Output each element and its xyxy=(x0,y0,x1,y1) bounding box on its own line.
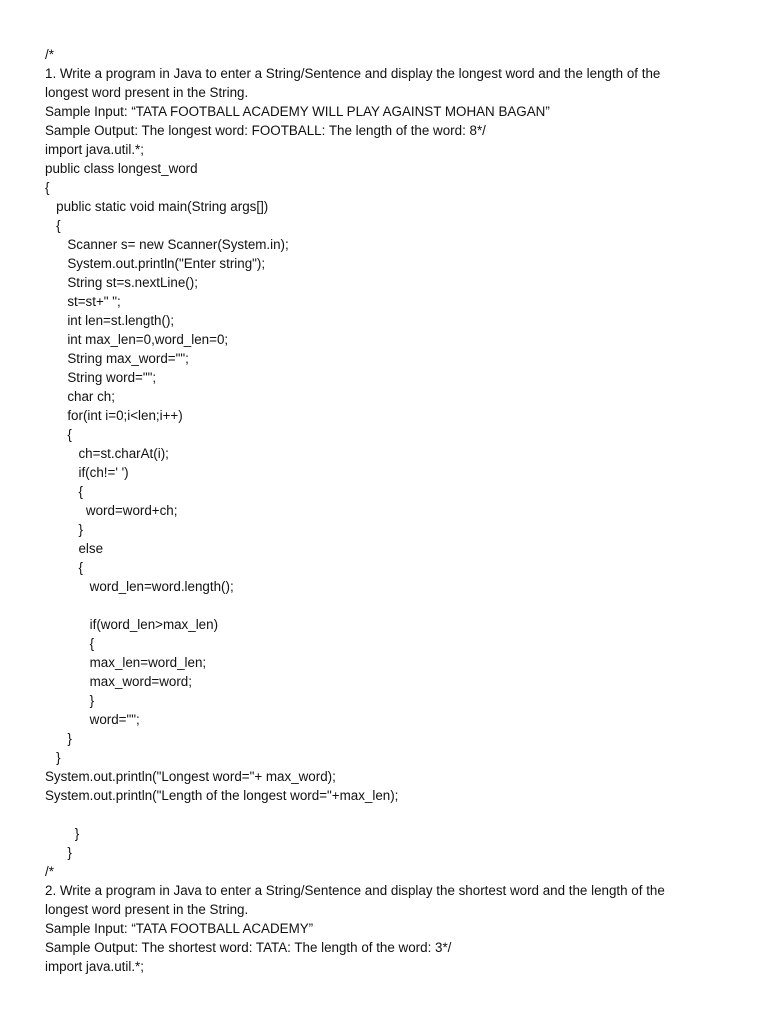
code-line: int len=st.length(); xyxy=(45,313,175,328)
code-line: max_len=word_len; xyxy=(45,655,207,670)
code-line: String word=""; xyxy=(45,370,157,385)
code-line: else xyxy=(45,541,104,556)
question-1-sample-input: Sample Input: “TATA FOOTBALL ACADEMY WILL PLAY AGAINST MOHAN BAGAN” xyxy=(45,104,550,119)
code-line: char ch; xyxy=(45,389,115,404)
code-line: { xyxy=(45,427,72,442)
code-line: String st=s.nextLine(); xyxy=(45,275,198,290)
code-line xyxy=(45,596,735,615)
code-line: st=st+" "; xyxy=(45,294,121,309)
code-line: } xyxy=(45,845,72,860)
code-line: if(ch!=' ') xyxy=(45,465,129,480)
question-2-text-continued: longest word present in the String. xyxy=(45,902,249,917)
code-line: int max_len=0,word_len=0; xyxy=(45,332,229,347)
document-body xyxy=(45,45,735,976)
question-1-sample-output: Sample Output: The longest word: FOOTBALL: The length of the word: 8*/ xyxy=(45,123,486,138)
question-2-sample-output: Sample Output: The shortest word: TATA: The length of the word: 3*/ xyxy=(45,940,452,955)
code-line: ch=st.charAt(i); xyxy=(45,446,169,461)
code-line: } xyxy=(45,693,95,708)
code-line: import java.util.*; xyxy=(45,959,144,974)
code-line: } xyxy=(45,826,80,841)
code-line: System.out.println("Longest word="+ max_word); xyxy=(45,769,336,784)
code-line: word_len=word.length(); xyxy=(45,579,234,594)
code-line: { xyxy=(45,560,83,575)
code-line: { xyxy=(45,484,83,499)
code-line: } xyxy=(45,731,72,746)
code-line: word=word+ch; xyxy=(45,503,178,518)
question-2-text: 2. Write a program in Java to enter a String/Sentence and display the shortest word and the length of the xyxy=(45,883,665,898)
code-line: String max_word=""; xyxy=(45,351,189,366)
code-line: public static void main(String args[]) xyxy=(45,199,269,214)
question-2-sample-input: Sample Input: “TATA FOOTBALL ACADEMY” xyxy=(45,921,314,936)
question-1-text: 1. Write a program in Java to enter a String/Sentence and display the longest word and the length of the xyxy=(45,66,661,81)
comment-open: /* xyxy=(45,864,54,879)
comment-open: /* xyxy=(45,47,54,62)
code-line: { xyxy=(45,180,50,195)
code-line: { xyxy=(45,636,95,651)
code-line: } xyxy=(45,750,61,765)
code-line: System.out.println("Length of the longest word="+max_len); xyxy=(45,788,399,803)
code-line: System.out.println("Enter string"); xyxy=(45,256,266,271)
code-line: for(int i=0;i<len;i++) xyxy=(45,408,183,423)
code-line: public class longest_word xyxy=(45,161,198,176)
code-line: } xyxy=(45,522,83,537)
code-line: { xyxy=(45,218,61,233)
code-line: import java.util.*; xyxy=(45,142,144,157)
code-line: if(word_len>max_len) xyxy=(45,617,219,632)
question-1-text-continued: longest word present in the String. xyxy=(45,85,249,100)
code-line: word=""; xyxy=(45,712,140,727)
code-line: Scanner s= new Scanner(System.in); xyxy=(45,237,289,252)
code-line: max_word=word; xyxy=(45,674,192,689)
code-line xyxy=(45,805,735,824)
